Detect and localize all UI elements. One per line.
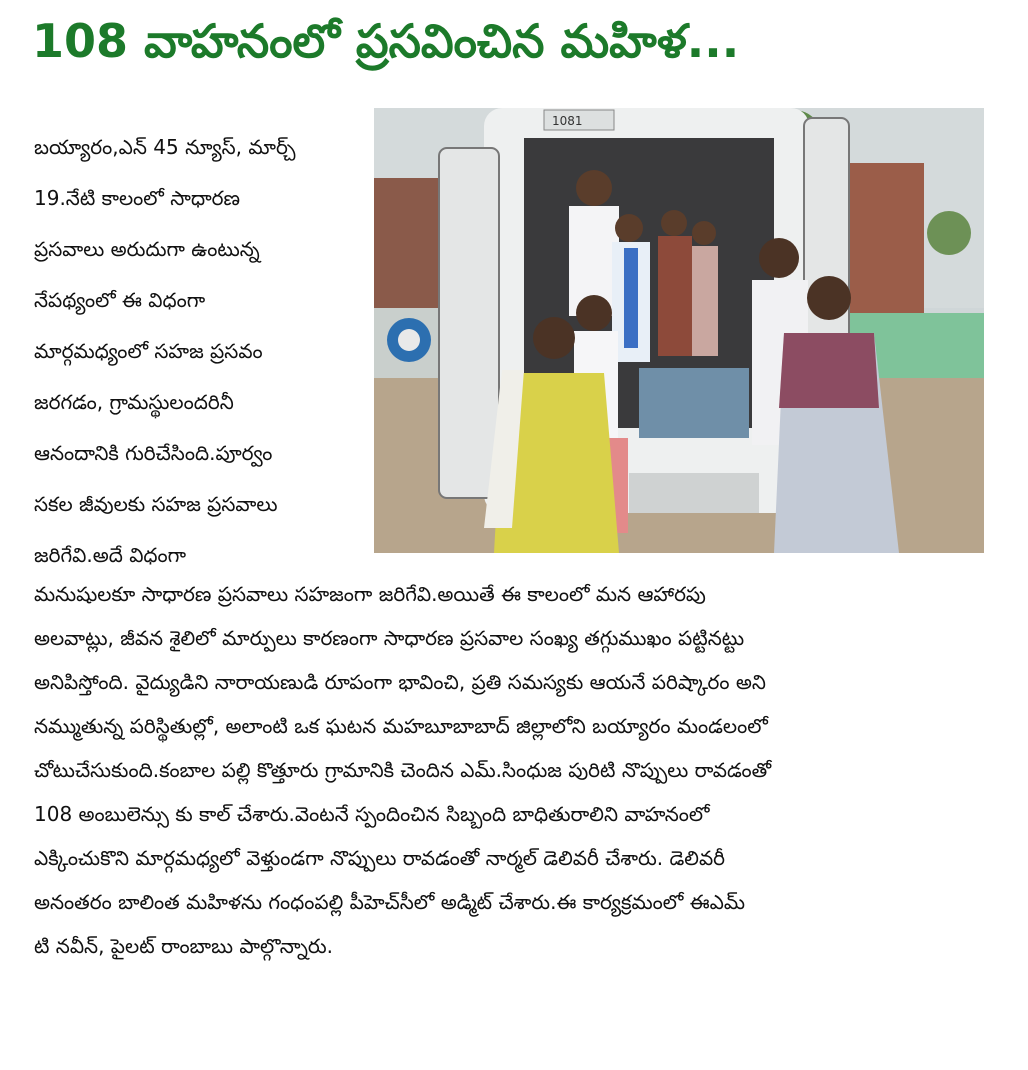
article-line: జరిగేవి.అదే విధంగా [34, 543, 187, 567]
article-line: ఎక్కించుకొని మార్గమధ్యలో వెళ్తుండగా నొప్పులు రావడంతో నార్మల్ డెలివరీ చేశారు. డెలివరీ [34, 846, 726, 870]
article-line: బయ్యారం,ఎన్ 45 న్యూస్, మార్చ్ [34, 135, 296, 159]
article-line: 19.నేటి కాలంలో సాధారణ [34, 186, 241, 210]
article-line: నేపథ్యంలో ఈ విధంగా [34, 288, 206, 312]
article-line: 108 అంబులెన్సు కు కాల్ చేశారు.వెంటనే స్పందించిన సిబ్బంది బాధితురాలిని వాహనంలో [34, 802, 710, 826]
article-column-text [34, 122, 364, 581]
article-line: అలవాట్లు, జీవన శైలిలో మార్పులు కారణంగా సాధారణ ప్రసవాల సంఖ్య తగ్గుముఖం పట్టినట్టు [34, 626, 745, 650]
article-line: జరగడం, గ్రామస్థులందరినీ [34, 390, 234, 414]
article-line: నమ్ముతున్న పరిస్థితుల్లో, అలాంటి ఒక ఘటన మహబూబాబాద్ జిల్లాలోని బయ్యారం మండలంలో [34, 714, 768, 738]
article-full-text [34, 572, 994, 968]
article-line: ఆనందానికి గురిచేసింది.పూర్వం [34, 441, 273, 465]
article-line: సకల జీవులకు సహజ ప్రసవాలు [34, 492, 278, 516]
article-line: టి నవీన్, పైలట్ రాంబాబు పాల్గొన్నారు. [34, 934, 334, 958]
article-line: మార్గమధ్యంలో సహజ ప్రసవం [34, 339, 263, 363]
plate-label: 1081 [552, 114, 583, 128]
headline: 108 వాహనంలో ప్రసవించిన మహిళ... [32, 14, 740, 68]
article-line: అనంతరం బాలింత మహిళను గంధంపల్లి పీహెచ్‌సీలో అడ్మిట్ చేశారు.ఈ కార్యక్రమంలో ఈఎమ్ [34, 890, 745, 914]
ambulance-photo [374, 108, 984, 553]
article-line: చోటుచేసుకుంది.కంబాల పల్లి కొత్తూరు గ్రామానికి చెందిన ఎమ్.సింధుజ పురిటి నొప్పులు రావడంతో [34, 758, 772, 782]
article-line: అనిపిస్తోంది. వైద్యుడిని నారాయణుడి రూపంగా భావించి, ప్రతి సమస్యకు ఆయనే పరిష్కారం అని [34, 670, 766, 694]
article-line: మనుషులకూ సాధారణ ప్రసవాలు సహజంగా జరిగేవి.అయితే ఈ కాలంలో మన ఆహారపు [34, 582, 706, 606]
article-line: ప్రసవాలు అరుదుగా ఉంటున్న [34, 237, 260, 261]
